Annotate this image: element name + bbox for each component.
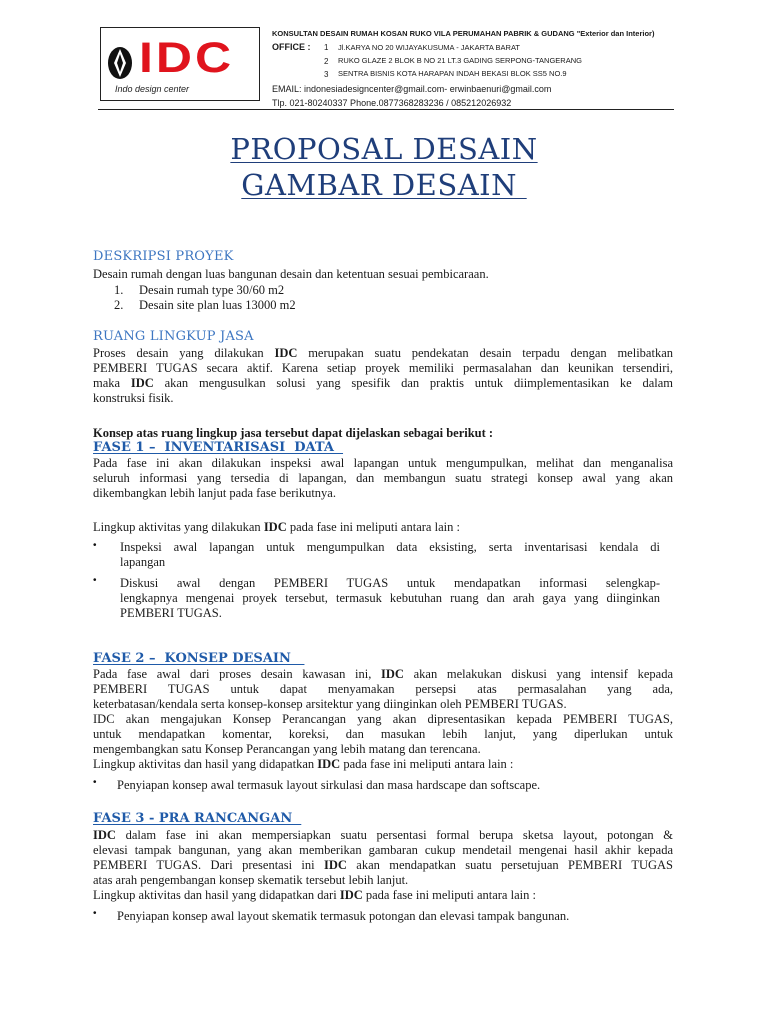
section-heading-ruang-lingkup: RUANG LINGKUP JASA: [93, 329, 254, 344]
paragraph-line: seluruh informasi yang tersedia di lapangan, dan membangun suatu strategi konsep awal yang akan: [93, 471, 673, 485]
logo-text: IDC: [139, 33, 235, 82]
bullet-text: lapangan: [120, 555, 166, 569]
bullet-text: PEMBERI TUGAS.: [120, 606, 222, 620]
company-tagline: KONSULTAN DESAIN RUMAH KOSAN RUKO VILA PERUMAHAN PABRIK & GUDANG "Exterior dan Interior): [272, 29, 655, 38]
paragraph-line: PEMBERI TUGAS untuk dapat menyamakan persepsi atas permasalahan yang ada,: [93, 682, 673, 696]
header-divider: [98, 109, 674, 110]
list-number: 2.: [114, 298, 124, 312]
office-number-3: 3: [324, 70, 329, 79]
bullet-icon: •: [93, 777, 97, 788]
paragraph-line: keterbatasan/kendala serta konsep-konsep arsitektur yang diinginkan oleh PEMBERI TUGAS.: [93, 697, 567, 711]
section-heading-deskripsi: DESKRIPSI PROYEK: [93, 249, 234, 264]
bullet-text: lengkapnya mengenai proyek tersebut, termasuk kebutuhan ruang dan arah gaya yang diinginkan: [120, 591, 660, 605]
paragraph-line: IDC akan mengajukan Konsep Perancangan yang akan dipresentasikan kepada PEMBERI TUGAS,: [93, 712, 673, 726]
bullet-icon: •: [93, 575, 97, 586]
paragraph-line: Lingkup aktivitas yang dilakukan IDC pada fase ini meliputi antara lain :: [93, 520, 460, 534]
office-address-1: Jl.KARYA NO 20 WIJAYAKUSUMA - JAKARTA BARAT: [338, 43, 520, 52]
list-item: Desain rumah type 30/60 m2: [139, 283, 285, 297]
deskripsi-intro: Desain rumah dengan luas bangunan desain dan ketentuan sesuai pembicaraan.: [93, 267, 489, 281]
paragraph-line: konstruksi fisik.: [93, 391, 174, 405]
paragraph-line: Lingkup aktivitas dan hasil yang didapatkan IDC pada fase ini meliputi antara lain :: [93, 757, 514, 771]
paragraph-line: dikembangkan lebih lanjut pada fase berikutnya.: [93, 486, 336, 500]
bullet-icon: •: [93, 540, 97, 551]
office-label: OFFICE :: [272, 42, 311, 52]
bullet-text: Penyiapan konsep awal layout skematik termasuk potongan dan elevasi tampak bangunan.: [117, 909, 570, 923]
paragraph-line: PEMBERI TUGAS. Dari presentasi ini IDC akan mendapatkan suatu persetujuan PEMBERI TUGAS: [93, 858, 674, 872]
office-number-1: 1: [324, 43, 329, 52]
header-phone: Tlp. 021-80240337 Phone.0877368283236 / 085212026932: [272, 98, 512, 108]
paragraph-line: PEMBERI TUGAS secara aktif. Karena setiap proyek memiliki permasalahan dan keunikan tersendiri,: [93, 361, 673, 375]
document-title: PROPOSAL DESAIN: [230, 132, 538, 166]
paragraph-line: IDC dalam fase ini akan mempersiapkan suatu persentasi formal berupa sketsa layout, potongan &: [93, 828, 674, 842]
paragraph-line: Pada fase ini akan dilakukan inspeksi awal lapangan untuk mengumpulkan, melihat dan menganalisa: [93, 456, 673, 470]
section-heading-fase2: FASE 2 – KONSEP DESAIN: [93, 651, 305, 666]
logo-emblem-icon: [106, 45, 134, 81]
paragraph-line: Proses desain yang dilakukan IDC merupakan suatu pendekatan desain terpadu dengan melibatkan: [93, 346, 673, 360]
paragraph-line: untuk mendapatkan komentar, koreksi, dan masukan lebih lanjut, yang diperlukan untuk: [93, 727, 673, 741]
paragraph-line: mengembangkan satu Konsep Perancangan yang lebih matang dan terencana.: [93, 742, 481, 756]
office-address-3: SENTRA BISNIS KOTA HARAPAN INDAH BEKASI BLOK SS5 NO.9: [338, 69, 567, 78]
konsep-label: Konsep atas ruang lingkup jasa tersebut dapat dijelaskan sebagai berikut :: [93, 426, 494, 440]
list-number: 1.: [114, 283, 124, 297]
section-heading-fase1: FASE 1 – INVENTARISASI DATA: [93, 440, 344, 455]
paragraph-line: atas arah pengembangan konsep skematik tersebut lebih lanjut.: [93, 873, 409, 887]
office-number-2: 2: [324, 57, 329, 66]
paragraph-line: Pada fase awal dari proses desain kawasan ini, IDC akan melakukan diskusi yang intensif kepada: [93, 667, 674, 681]
paragraph-line: Lingkup aktivitas dan hasil yang didapatkan dari IDC pada fase ini meliputi antara lain :: [93, 888, 536, 902]
bullet-text: Diskusi awal dengan PEMBERI TUGAS untuk mendapatkan informasi selengkap-: [120, 576, 660, 590]
logo-subtitle: Indo design center: [115, 84, 190, 94]
company-logo: [100, 27, 260, 101]
list-item: Desain site plan luas 13000 m2: [139, 298, 296, 312]
document-subtitle: GAMBAR DESAIN: [241, 168, 527, 202]
bullet-text: Penyiapan konsep awal termasuk layout sirkulasi dan masa hardscape dan softscape.: [117, 778, 541, 792]
bullet-icon: •: [93, 908, 97, 919]
paragraph-line: elevasi tampak bangunan, yang akan memberikan gambaran cukup mendetail mengenai hasil akhir kepada: [93, 843, 673, 857]
office-address-2: RUKO GLAZE 2 BLOK B NO 21 LT.3 GADING SERPONG-TANGERANG: [338, 56, 582, 65]
paragraph-line: maka IDC akan mengusulkan solusi yang spesifik dan praktis untuk diimplementasikan ke dalam: [93, 376, 673, 390]
header-email: EMAIL: indonesiadesigncenter@gmail.com- erwinbaenuri@gmail.com: [272, 84, 552, 94]
section-heading-fase3: FASE 3 - PRA RANCANGAN: [93, 811, 302, 826]
bullet-text: Inspeksi awal lapangan untuk mengumpulkan data eksisting, serta inventarisasi kendala di: [120, 540, 660, 554]
